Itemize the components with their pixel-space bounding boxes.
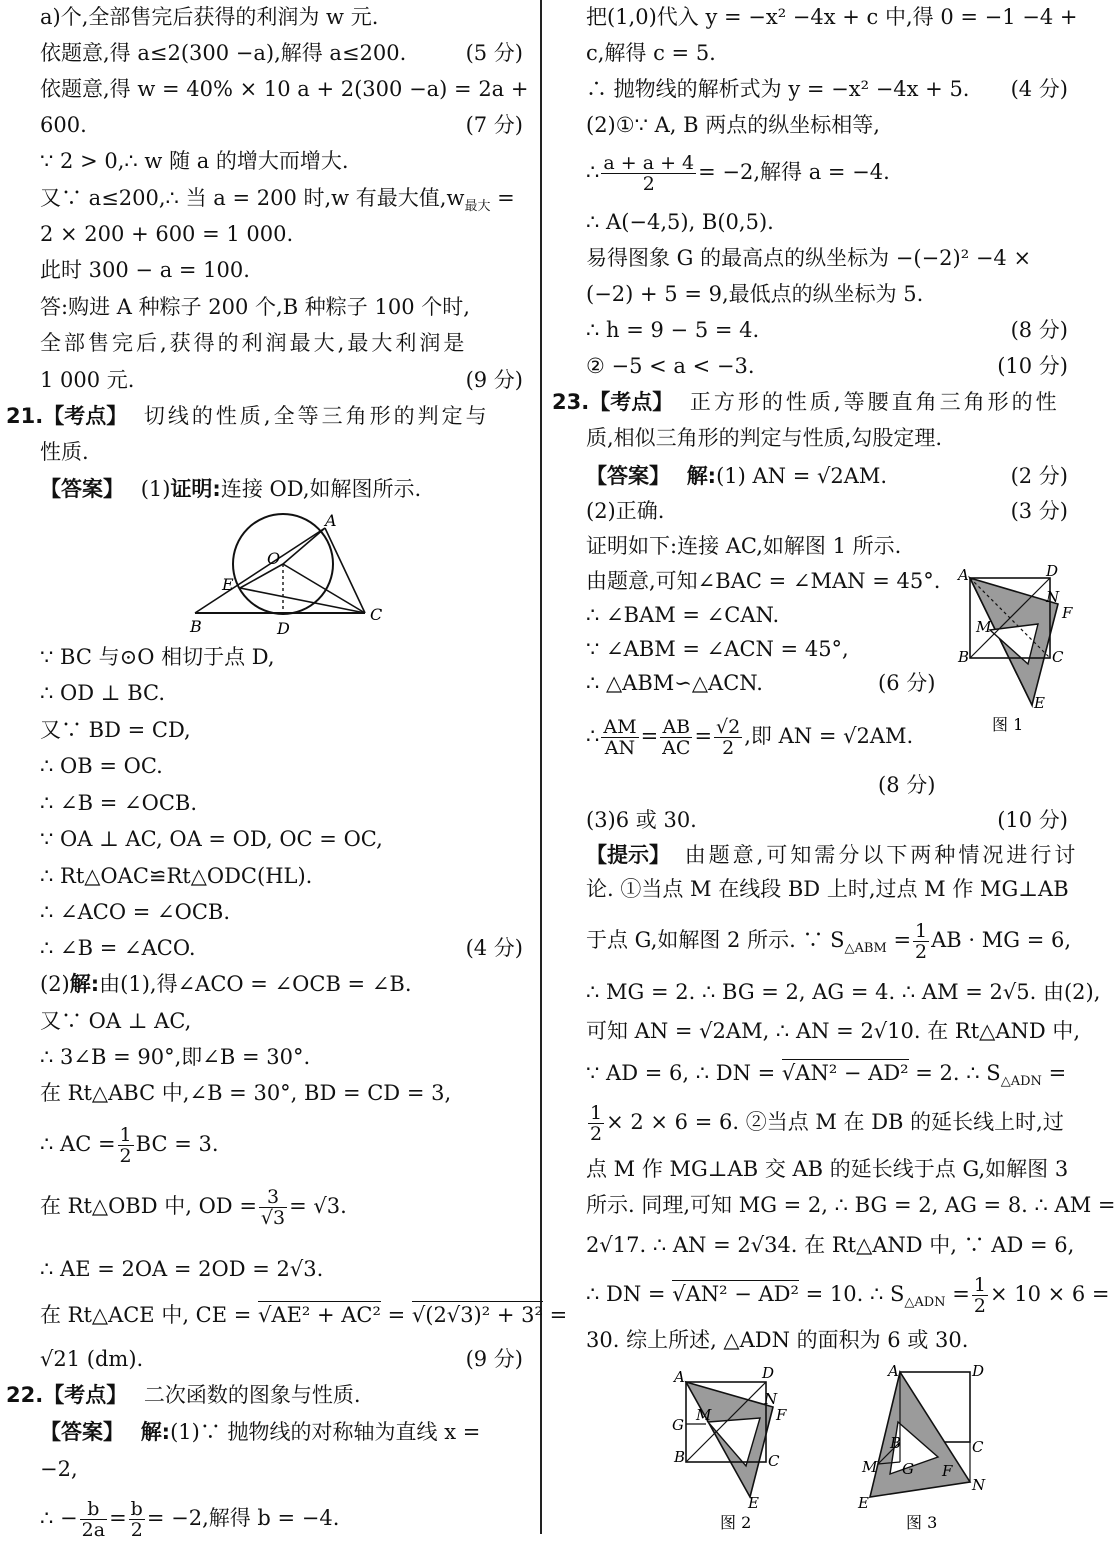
fraction [601,717,638,758]
denominator: 2 [119,1145,132,1167]
text-line: (−2) + 5 = 9,最低点的纵坐标为 5. [586,282,924,306]
point-label: D [762,1364,775,1382]
denominator: 2 [642,173,655,195]
text-span: × 2 × 6 = 6. ②当点 M 在 DB 的延长线上时,过 [606,1110,1064,1134]
score-mark: (9 分) [465,368,523,392]
point-label: M [862,1458,878,1476]
text-span: = −2,解得 b = −4. [146,1506,340,1530]
text-span: 在 Rt△OBD 中, OD = [40,1194,257,1218]
text-span: (1)∵ 抛物线的对称轴为直线 x = [170,1420,481,1444]
numerator: b [80,1499,107,1520]
text-line [40,1184,347,1228]
text-line: √21 (dm). [40,1347,144,1371]
text-line [586,150,890,194]
text-span: 由题意,可知需分以下两种情况进行讨 [684,843,1079,867]
point-label: E [858,1494,869,1512]
question-22-topic [6,1380,361,1410]
text-line: ② −5 < a < −3. [586,354,755,378]
point-label: F [776,1406,787,1424]
text-line: 易得图象 G 的最高点的纵坐标为 −(−2)² −4 × [586,246,1032,270]
point-label: B [890,1434,902,1452]
text-line: 1 000 元. [40,368,135,392]
denominator: 2 [722,737,735,759]
hint-line [586,840,1078,870]
point-label: G [902,1460,914,1478]
text-line: 2√17. ∴ AN = 2√34. 在 Rt△AND 中, ∵ AD = 6, [586,1233,1075,1257]
score-mark: (5 分) [465,41,523,65]
text-line [586,714,913,758]
text-span: 于点 G,如解图 2 所示. ∵ S [586,928,845,952]
point-label: A [674,1368,685,1386]
numerator: b [130,1498,143,1520]
radical: √AN² − AD² [781,1061,909,1085]
text-line: (2)①∵ A, B 两点的纵坐标相等, [586,113,880,137]
text-line: ∵ 2 > 0,∴ w 随 a 的增大而增大. [40,149,349,173]
text-line: ∴ Rt△OAC≌Rt△ODC(HL). [40,864,313,888]
hint-label: 【提示】 [586,843,670,867]
score-mark: (7 分) [465,113,523,137]
text-span: = [640,724,659,748]
point-label: D [277,619,290,638]
numerator: 1 [590,1102,603,1124]
subscript: △ADN [904,1295,946,1311]
numerator: AB [660,717,692,738]
text-line: 点 M 作 MG⊥AB 交 AB 的延长线于点 G,如解图 3 [586,1157,1069,1181]
topic-label: 【考点】 [43,404,128,428]
numerator: 1 [915,920,928,942]
text-line [586,918,1071,971]
text-span: ∴ [586,160,600,184]
point-label: E [1034,694,1045,712]
text-line: 又∵ BD = CD, [40,718,191,742]
text-line [40,183,515,222]
solution-label: 解: [686,464,717,488]
text-line: 在 Rt△ABC 中,∠B = 30°, BD = CD = 3, [40,1081,452,1105]
point-label: D [972,1362,985,1380]
text-line: ∵ ∠ABM = ∠ACN = 45°, [586,637,849,661]
text-span: (1) AN = √2AM. [716,464,888,488]
segment-oa [283,528,325,564]
text-line: a)个,全部售完后获得的利润为 w 元. [40,5,379,29]
answer-22-line [40,1417,480,1447]
answer-label: 【答案】 [40,1420,124,1444]
text-line: 2 × 200 + 600 = 1 000. [40,222,294,246]
fraction [588,1103,604,1144]
fraction [118,1125,134,1166]
text-line: 把(1,0)代入 y = −x² −4x + c 中,得 0 = −1 −4 + [586,5,1078,29]
text-span: 在 Rt△ACE 中, CE = [40,1303,259,1327]
text-span: = [1041,1061,1067,1085]
point-label: A [888,1362,899,1380]
numerator: a + a + 4 [603,152,695,174]
text-line: ∴ △ABM∽△ACN. [586,671,763,695]
radical: √AE² + AC² [258,1303,381,1327]
numerator: √2 [716,716,741,738]
text-line: 全部售完后,获得的利润最大,最大利润是 [40,331,468,355]
text-span: (2) [40,972,70,996]
text-span: (1) [140,477,171,501]
point-label: N [764,1390,778,1408]
text-line: c,解得 c = 5. [586,41,716,65]
proof-label: 证明: [170,477,221,501]
triangle-shaded [870,1372,970,1497]
text-line [40,1300,567,1330]
text-line: 又∵ OA ⊥ AC, [40,1009,192,1033]
text-line: 证明如下:连接 AC,如解图 1 所示. [586,534,902,558]
text-line: 依题意,得 a≤2(300 −a),解得 a≤200. [40,41,407,65]
text-line: 质,相似三角形的判定与性质,勾股定理. [586,426,943,450]
text-line: ∴ OB = OC. [40,754,163,778]
text-line: (2)正确. [586,499,665,523]
text-line [40,969,412,999]
denominator: AN [604,737,636,759]
numerator: AM [603,716,637,738]
point-label: G [672,1416,684,1434]
point-label: B [958,648,970,666]
point-label: B [190,617,202,636]
answer-21-line [40,474,421,504]
text-line: ∴ A(−4,5), B(0,5). [586,210,774,234]
score-mark: (4 分) [465,936,523,960]
figure-caption: 图 1 [992,715,1024,734]
point-label: M [976,618,992,636]
text-line: 所示. 同理,可知 MG = 2, ∴ BG = 2, AG = 8. ∴ AM = [586,1193,1116,1217]
answer-23-line [586,461,887,491]
point-label: C [1052,648,1064,666]
question-number: 22. [6,1383,44,1407]
fraction [80,1499,107,1540]
text-line: ∴ OD ⊥ BC. [40,681,166,705]
point-label: B [674,1448,686,1466]
point-label: D [1046,562,1059,580]
text-line: 可知 AN = √2AM, ∴ AN = 2√10. 在 Rt△AND 中, [586,1019,1081,1043]
text-line: 此时 300 − a = 100. [40,258,250,282]
text-span: ∴ − [40,1506,78,1530]
denominator: 2 [973,1295,986,1317]
text-span: × 10 × 6 = [989,1282,1110,1306]
figure-caption: 图 3 [906,1513,938,1532]
text-span: 切线的性质,全等三角形的判定与 [143,404,490,428]
figure-2 [668,1362,808,1534]
figure-caption: 图 2 [720,1513,752,1532]
text-line: ∴ h = 9 − 5 = 4. [586,318,760,342]
figure-3 [848,1362,993,1534]
score-mark: (3 分) [1010,499,1068,523]
point-label: A [958,566,969,584]
subscript: 最大 [464,199,491,215]
text-span: 正方形的性质,等腰直角三角形的性 [689,390,1060,414]
denominator: √3 [260,1207,286,1229]
text-line: ∴ MG = 2. ∴ BG = 2, AG = 4. ∴ AM = 2√5. 由(2), [586,980,1101,1004]
text-line: ∴ 3∠B = 90°,即∠B = 30°. [40,1045,311,1069]
score-mark: (6 分) [878,671,936,695]
text-line: 论. ①当点 M 在线段 BD 上时,过点 M 作 MG⊥AB [586,877,1069,901]
solution-label: 解: [140,1420,171,1444]
point-label: F [1062,604,1073,622]
text-span: = [886,928,912,952]
text-line: ∴ ∠B = ∠OCB. [40,791,197,815]
denominator: 2a [81,1519,106,1541]
text-line [586,1058,1066,1097]
text-span: = [694,724,713,748]
fraction [913,921,929,962]
text-line: 性质. [40,440,89,464]
point-label: A [325,511,337,530]
fraction [660,717,692,758]
text-line: 依题意,得 w = 40% × 10 a + 2(300 −a) = 2a + [40,77,529,101]
fraction [972,1275,988,1316]
point-label: F [942,1462,953,1480]
numerator: 1 [973,1274,986,1296]
score-mark: (10 分) [997,808,1068,832]
solution-label: 解: [69,972,100,996]
denominator: 2 [590,1123,603,1145]
score-mark: (9 分) [465,1347,523,1371]
numerator: 3 [259,1187,287,1208]
text-span: 由(1),得∠ACO = ∠OCB = ∠B. [99,972,412,996]
text-line: ∵ BC 与⊙O 相切于点 D, [40,645,275,669]
point-label: M [696,1406,712,1424]
text-span: = [490,186,515,210]
text-span: = [380,1303,412,1327]
question-number: 21. [6,404,44,428]
text-line: 600. [40,113,87,137]
text-span: ∵ AD = 6, ∴ DN = [586,1061,782,1085]
fraction [259,1187,287,1228]
text-span: 又∵ a≤200,∴ 当 a = 200 时,w 有最大值,w [40,186,465,210]
text-span: = [542,1303,568,1327]
text-line: ∴ AE = 2OA = 2OD = 2√3. [40,1257,324,1281]
text-line: ∴ ∠B = ∠ACO. [40,936,196,960]
denominator: AC [662,737,691,759]
answer-label: 【答案】 [586,464,670,488]
text-span: ∴ [586,724,600,748]
text-line: (3)6 或 30. [586,808,697,832]
text-line: ∴ ∠ACO = ∠OCB. [40,900,231,924]
text-span: BC = 3. [135,1132,219,1156]
score-mark: (8 分) [878,773,936,797]
figure-1 [948,560,1078,735]
score-mark: (2 分) [1010,464,1068,488]
subscript: △ABM [844,941,887,957]
score-mark: (4 分) [1010,77,1068,101]
text-line [586,1272,1110,1325]
subscript: △ADN [1000,1074,1042,1090]
text-span: 二次函数的图象与性质. [143,1383,361,1407]
text-span: ∴ AC = [40,1132,116,1156]
fraction [129,1499,145,1540]
radical: √(2√3)² + 3² [411,1303,543,1327]
question-21-topic [6,401,490,431]
point-label: C [972,1438,984,1456]
text-span: = 2. ∴ S [908,1061,1001,1085]
score-mark: (10 分) [997,354,1068,378]
text-span: = [945,1282,970,1306]
text-line [586,1100,1064,1144]
figure-21 [180,510,400,638]
text-line: 30. 综上所述, △ADN 的面积为 6 或 30. [586,1328,969,1352]
denominator: 2 [915,941,928,963]
denominator: 2 [130,1519,143,1541]
topic-label: 【考点】 [589,390,674,414]
numerator: 1 [119,1124,132,1146]
topic-label: 【考点】 [43,1383,128,1407]
text-line [40,1496,339,1540]
point-label: C [370,605,383,624]
fraction [601,153,696,194]
radical: √AN² − AD² [672,1282,799,1306]
text-span: 连接 OD,如解图所示. [220,477,422,501]
text-line: ∴ 抛物线的解析式为 y = −x² −4x + 5. [586,77,970,101]
text-line: 由题意,可知∠BAC = ∠MAN = 45°. [586,569,941,593]
segment-ba [195,528,325,613]
text-line: ∴ ∠BAM = ∠CAN. [586,603,780,627]
text-span: AB · MG = 6, [931,928,1072,952]
point-label: O [267,549,281,568]
question-number: 23. [552,390,590,414]
text-span: ,即 AN = √2AM. [744,724,914,748]
fraction [714,717,742,758]
question-23-topic [552,387,1060,417]
point-label: N [972,1476,986,1494]
score-mark: (8 分) [1010,318,1068,342]
point-label: E [222,575,234,594]
text-span: = 10. ∴ S [798,1282,905,1306]
text-span: = √3. [289,1194,347,1218]
text-span: = [109,1506,127,1530]
text-line: −2, [40,1457,78,1481]
text-span: = −2,解得 a = −4. [698,160,890,184]
text-line [40,1122,219,1166]
point-label: N [1046,588,1060,606]
point-label: C [768,1452,780,1470]
answer-label: 【答案】 [40,477,124,501]
point-label: E [748,1494,759,1512]
text-span: ∴ DN = [586,1282,673,1306]
text-line: ∵ OA ⊥ AC, OA = OD, OC = OC, [40,827,383,851]
text-line: 答:购进 A 种粽子 200 个,B 种粽子 100 个时, [40,295,470,319]
